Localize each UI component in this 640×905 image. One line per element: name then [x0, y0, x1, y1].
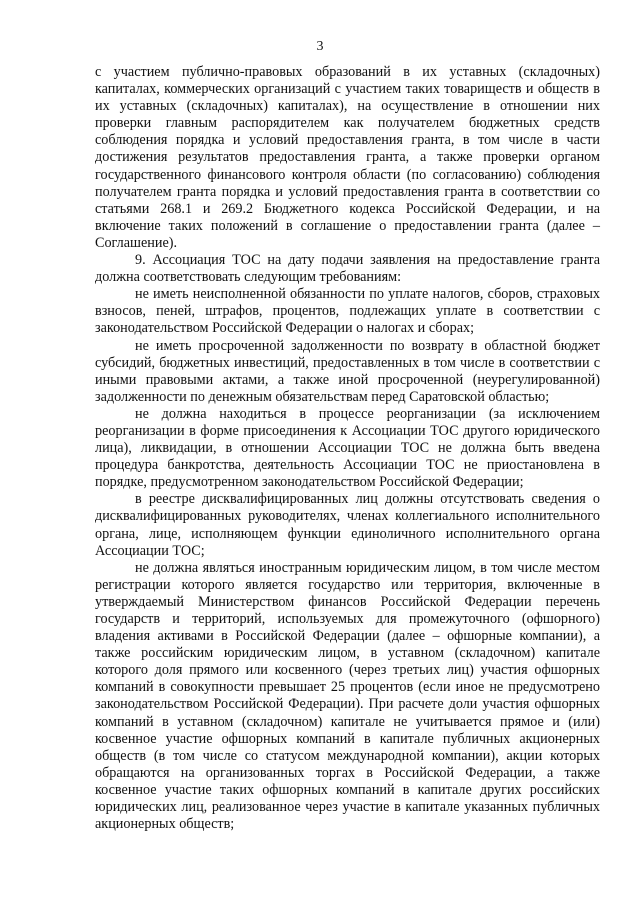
paragraph-7: не должна являться иностранным юридическим лицом, в том числе местом регистрации которого является государство или территория, включенные в утверждаемый Министерством финансов Российской Федерации перечень государств и территорий, используемых для промежуточного (офшорного) владения активами в Российской Федерации (далее – офшорные компании), а также российским юридическим лицом, в уставном (складочном) капитале которого доля прямого или косвенного (через третьих лиц) участия офшорных компаний в совокупности превышает 25 процентов (если иное не предусмотрено законодательством Российской Федерации). При расчете доли участия офшорных компаний в уставном (складочном) капитале не учитывается прямое и (или) косвенное участие офшорных компаний в капитале публичных акционерных обществ (в том числе со статусом международной компании), акции которых обращаются на организованных торгах в Российской Федерации, а также косвенное участие таких офшорных компаний в капитале других российских юридических лиц, реализованное через участие в капитале указанных публичных акционерных обществ; — [95, 559, 600, 833]
paragraph-5: не должна находиться в процессе реорганизации (за исключением реорганизации в форме присоединения к Ассоциации ТОС другого юридического лица), ликвидации, в отношении Ассоциации ТОС не должна быть введена процедура банкротства, деятельность Ассоциации ТОС не приостановлена в порядке, предусмотренном законодательством Российской Федерации; — [95, 405, 600, 491]
document-body — [95, 64, 600, 833]
paragraph-3: не иметь неисполненной обязанности по уплате налогов, сборов, страховых взносов, пеней, штрафов, процентов, подлежащих уплате в соответствии с законодательством Российской Федерации о налогах и сборах; — [95, 286, 600, 337]
paragraph-1: с участием публично-правовых образований в их уставных (складочных) капиталах, коммерческих организаций с участием таких товариществ и обществ в их уставных (складочных) капиталах), на осуществление в отношении них проверки главным распорядителем как получателем бюджетных средств соблюдения порядка и условий предоставления гранта, в том числе в части достижения результатов предоставления гранта, а также проверки органом государственного финансового контроля области (по согласованию) соблюдения получателем гранта порядка и условий предоставления гранта в соответствии со статьями 268.1 и 269.2 Бюджетного кодекса Российской Федерации, и на включение таких положений в соглашение о предоставлении гранта (далее – Соглашение). — [95, 64, 600, 251]
page-number: 3 — [316, 39, 324, 54]
paragraph-4: не иметь просроченной задолженности по возврату в областной бюджет субсидий, бюджетных инвестиций, предоставленных в том числе в соответствии с иными правовыми актами, а также иной просроченной (неурегулированной) задолженности по денежным обязательствам перед Саратовской областью; — [95, 337, 600, 405]
paragraph-6: в реестре дисквалифицированных лиц должны отсутствовать сведения о дисквалифицированных руководителях, членах коллегиального исполнительного органа, лице, исполняющем функции единоличного исполнительного органа Ассоциации ТОС; — [95, 491, 600, 559]
paragraph-2: 9. Ассоциация ТОС на дату подачи заявления на предоставление гранта должна соответствовать следующим требованиям: — [95, 252, 600, 286]
